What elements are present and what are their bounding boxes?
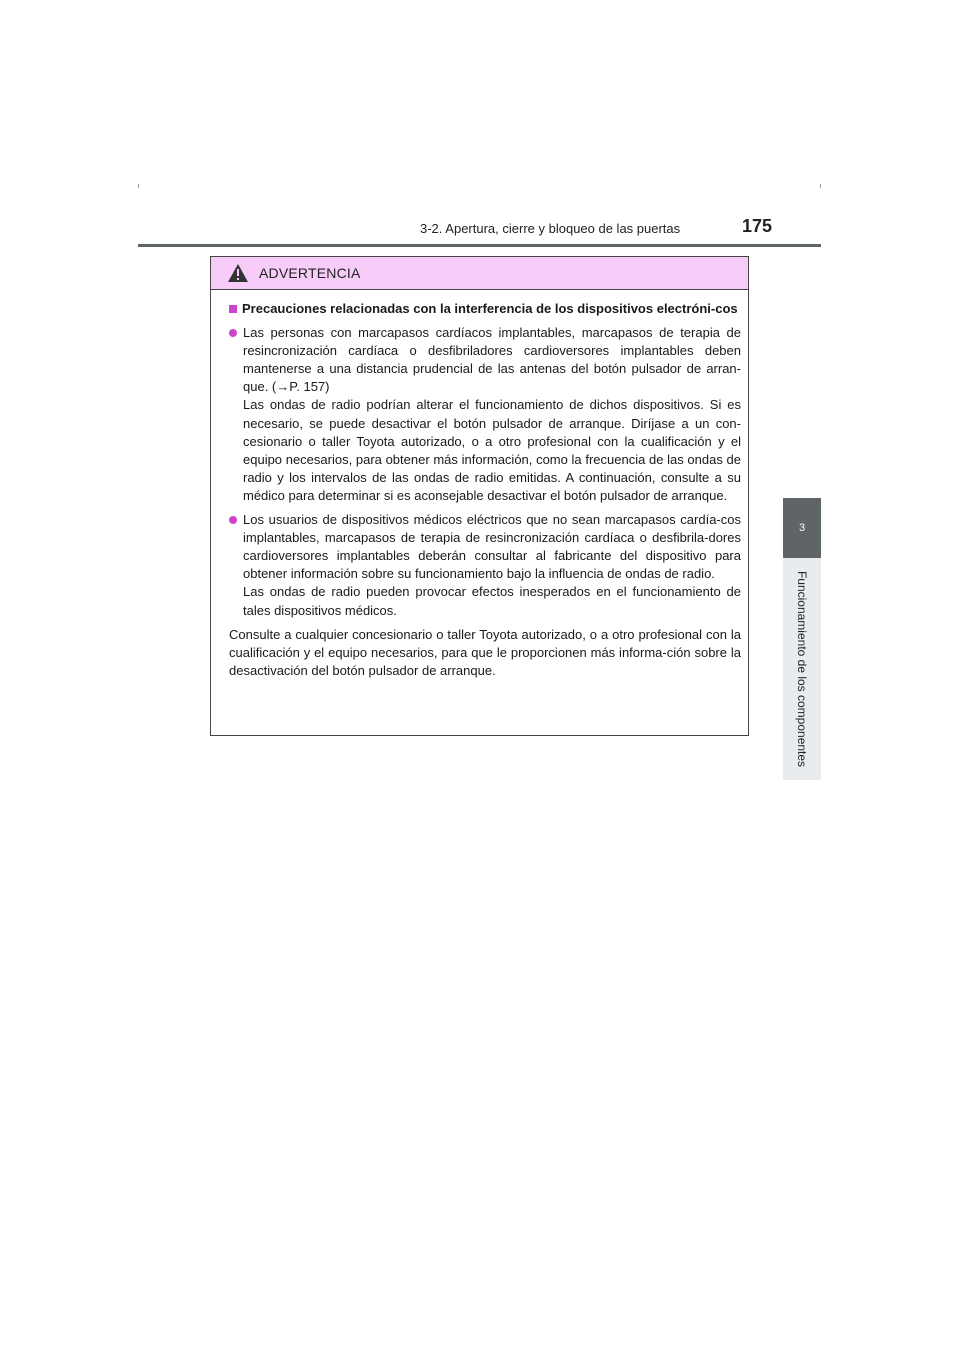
chapter-title: Funcionamiento de los componentes xyxy=(795,570,809,768)
bullet-item xyxy=(229,324,741,505)
crop-mark-left xyxy=(138,184,139,188)
warning-header xyxy=(211,257,748,290)
closing-paragraph: Consulte a cualquier concesionario o taller Toyota autorizado, o a otro profesional con la cualificación y el equipo necesarios, para que le proporcionen más informa-ción sobre la desactivación del botón pulsador de arranque. xyxy=(229,626,741,678)
warning-triangle-icon xyxy=(227,263,249,283)
header-rule xyxy=(138,244,821,247)
crop-mark-right xyxy=(820,184,821,188)
chapter-tab xyxy=(783,498,821,558)
warning-heading xyxy=(229,300,741,318)
bullet-paragraph: Las ondas de radio pueden provocar efectos inesperados en el funcionamiento de tales dispositivos médicos. xyxy=(243,584,741,618)
section-title: 3-2. Apertura, cierre y bloqueo de las puertas xyxy=(420,221,681,236)
page-number: 175 xyxy=(742,216,773,236)
bullet-paragraph: Las ondas de radio podrían alterar el funcionamiento de dichos dispositivos. Si es necesario, se puede desactivar el botón pulsador de arranque. Diríjase a un con-cesionario o taller Toyota autorizado, o a otro profesional con la cualificación y el equipo necesarios, para obtener más información, como la frecuencia de las ondas de radio y los intervalos de las ondas de radio emitidas. A continuación, consulte a su médico para determinar si es aconsejable desactivar el botón pulsador de arranque. xyxy=(243,397,741,503)
circle-bullet-icon xyxy=(229,329,237,337)
bullet-paragraph: Los usuarios de dispositivos médicos eléctricos que no sean marcapasos cardía-cos implantables, marcapasos de terapia de resincronización cardíaca o desfibrila-dores cardioversores implantables deberán consultar al fabricante del dispositivo para obtener información sobre su funcionamiento bajo la influencia de ondas de radio. xyxy=(243,512,741,582)
warning-body xyxy=(211,290,748,680)
bullet-text xyxy=(243,511,741,620)
warning-heading-text: Precauciones relacionadas con la interferencia de los dispositivos electróni-cos xyxy=(242,301,738,316)
square-bullet-icon xyxy=(229,305,237,313)
chapter-number: 3 xyxy=(798,522,806,534)
bullet-item xyxy=(229,511,741,620)
warning-title: ADVERTENCIA xyxy=(259,265,361,281)
circle-bullet-icon xyxy=(229,516,237,524)
bullet-text xyxy=(243,324,741,505)
bullet-paragraph: Las personas con marcapasos cardíacos implantables, marcapasos de terapia de resincronización cardíaca o desfibriladores cardioversores implantables deben mantenerse a una distancia prudencial de las antenas del botón pulsador de arran-que. (→P. 157) xyxy=(243,325,741,395)
warning-box xyxy=(210,256,749,736)
